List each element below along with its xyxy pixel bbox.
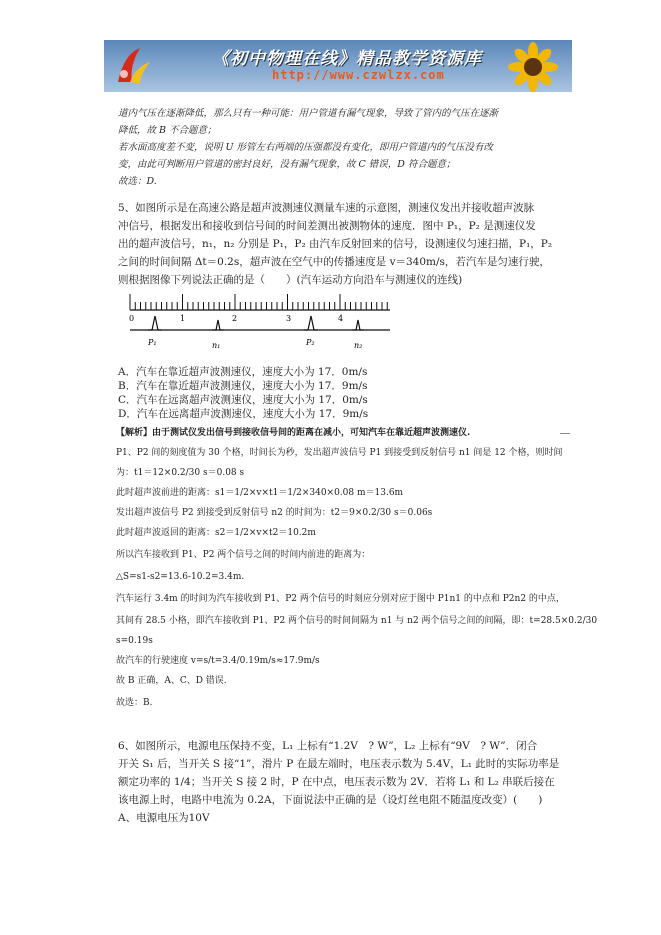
analysis-line: s=0.19s (116, 636, 153, 646)
pulse-p1 (148, 316, 162, 330)
analysis-line: 汽车运行 3.4m 的时间为汽车接收到 P1、P2 两个信号的时刻应分别对应于图中 P1n1 的中点和 P2n2 的中点， (116, 594, 565, 604)
ultrasonic-scan-figure (124, 290, 394, 354)
q6-line: 额定功率的 1/4；当开关 S 接 2 时，P 在中点，电压表示数为 2V．若将 L₁ 和 L₂ 串联后接在 (118, 776, 555, 788)
q5-line: 则根据图像下列说法正确的是（ ）(汽车运动方向沿车与测速仪的连线) (118, 274, 463, 286)
prev-analysis-line: 故选：D. (118, 176, 157, 187)
banner-url[interactable]: http://www.czwlzx.com (272, 68, 445, 82)
tick-label: 4 (338, 314, 344, 323)
pulse-label: n₂ (354, 341, 363, 350)
pulse-n2 (352, 320, 364, 330)
q6-line: 该电源上时，电路中电流为 0.2A，下面说法中正确的是（设灯丝电阻不随温度改变）( ) (118, 794, 543, 806)
option-d: D．汽车在远离超声波测速仪，速度大小为 17．9m/s (118, 408, 369, 420)
header-banner (104, 40, 572, 92)
logo-icon (110, 44, 154, 88)
analysis-line: P1、P2 间的刻度值为 30 个格，时间长为秒，发出超声波信号 P1 到接受到反射信号 n1 间是 12 个格，则时间 (116, 448, 563, 458)
analysis-line: 其间有 28.5 小格，即汽车接收到 P1、P2 两个信号的时间间隔为 n1 与 n2 两个信号之间的间隔，即：t=28.5×0.2/30 (116, 616, 598, 626)
analysis-line: 故选：B. (116, 698, 153, 708)
tick-label: 1 (180, 314, 186, 323)
analysis-line: 此时超声波前进的距离：s1＝1/2×v×t1＝1/2×340×0.08 m＝13.6m (116, 488, 404, 498)
divider (560, 433, 570, 434)
prev-analysis-line: 降低，故 B 不合题意； (118, 125, 217, 136)
q5-line: 之间的时间间隔 Δt＝0.2s，超声波在空气中的传播速度是 v＝340m/s，若汽车是匀速行驶， (118, 256, 550, 268)
tick-label: 3 (286, 314, 292, 323)
tick-label: 0 (129, 314, 135, 323)
analysis-line: 故 B 正确，A、C、D 错误. (116, 676, 227, 686)
analysis-line: 发出超声波信号 P2 到接受到反射信号 n2 的时间为：t2＝9×0.2/30 s＝0.06s (116, 508, 433, 518)
q5-line: 冲信号，根据发出和接收到信号间的时间差测出被测物体的速度．图中 P₁，P₂ 是测速仪发 (118, 220, 536, 232)
analysis-line: 所以汽车接收到 P1、P2 两个信号之间的时间内前进的距离为： (116, 550, 371, 560)
option-b: B．汽车在靠近超声波测速仪，速度大小为 17．9m/s (118, 380, 368, 392)
option-a: A．汽车在靠近超声波测速仪，速度大小为 17．0m/s (118, 366, 368, 378)
analysis-line: 故汽车的行驶速度 v=s/t=3.4/0.19m/s≈17.9m/s (116, 656, 320, 666)
pulse-label: P₁ (148, 338, 157, 347)
q6-line: 6、如图所示，电源电压保持不变，L₁ 上标有“1.2V ? W”，L₂ 上标有“9V ? W”．闭合 (118, 740, 538, 752)
prev-analysis-line: 道内气压在逐渐降低，那么只有一种可能：用户管道有漏气现象，导致了管内的气压在逐渐 (118, 108, 499, 119)
sunflower-icon (498, 42, 568, 92)
option-c: C．汽车在远离超声波测速仪，速度大小为 17．0m/s (118, 394, 368, 406)
pulse-p2 (304, 316, 318, 330)
analysis-line: △S=s1-s2=13.6-10.2=3.4m. (116, 572, 245, 582)
analysis-line: 【解析】由于测试仪发出信号到接收信号间的距离在减小，可知汽车在靠近超声波测速仪. (116, 428, 471, 438)
banner-title: 《初中物理在线》精品教学资源库 (212, 49, 482, 69)
analysis-line: 为：t1＝12×0.2/30 s＝0.08 s (116, 468, 245, 478)
analysis-line: 此时超声波返回的距离：s2＝1/2×v×t2＝10.2m (116, 528, 316, 538)
q5-line: 5、如图所示是在高速公路是超声波测速仪测量车速的示意图，测速仪发出并接收超声波脉 (118, 202, 535, 214)
q6-line: 开关 S₁ 后，当开关 S 接“1”，滑片 P 在最左端时，电压表示数为 5.4V，L₁ 此时的实际功率是 (118, 758, 560, 770)
pulse-n1 (212, 320, 224, 330)
prev-analysis-line: 变，由此可判断用户管道的密封良好，没有漏气现象，故 C 错误，D 符合题意； (118, 159, 456, 170)
tick-label: 2 (232, 314, 238, 323)
q5-line: 出的超声波信号，n₁，n₂ 分别是 P₁，P₂ 由汽车反射回来的信号，设测速仪匀速扫描，P₁，P₂ (118, 238, 553, 250)
pulse-label: n₁ (212, 341, 221, 350)
prev-analysis-line: 若水面高度差不变，说明 U 形管左右两端的压强都没有变化，即用户管道内的气压没有改 (118, 142, 494, 153)
pulse-label: P₂ (306, 338, 315, 347)
q6-option-a: A、电源电压为10V (118, 812, 210, 824)
